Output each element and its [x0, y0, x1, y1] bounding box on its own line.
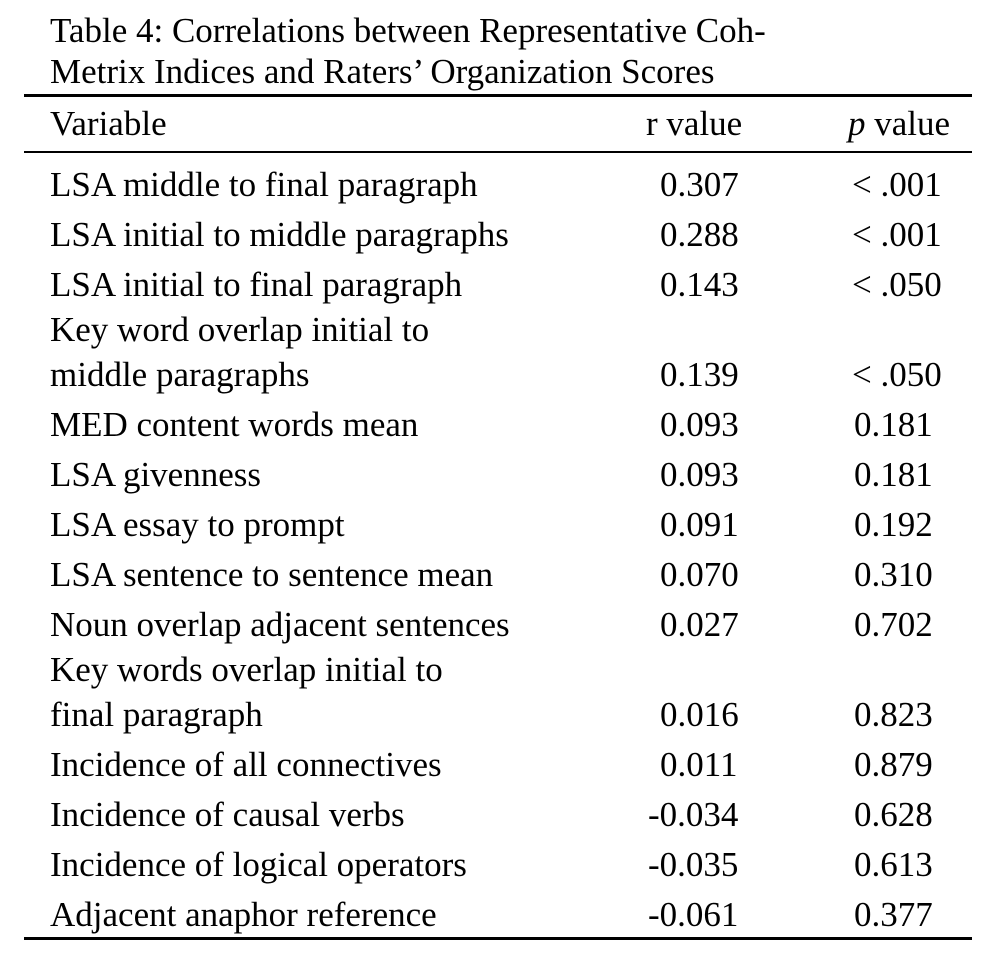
- table-row: [24, 447, 972, 497]
- cell-p-value: < .050: [852, 355, 942, 394]
- table-row: [24, 497, 972, 547]
- header-p-value: [814, 96, 972, 153]
- cell-variable: [24, 207, 602, 257]
- table-row: [24, 787, 972, 837]
- caption-line-1: Table 4: Correlations between Representative Coh-: [50, 11, 766, 50]
- header-variable: Variable: [50, 104, 167, 143]
- variable-line: final paragraph: [50, 695, 263, 734]
- cell-variable: [24, 887, 602, 939]
- cell-p-value: 0.310: [854, 555, 933, 594]
- cell-p-value: 0.192: [854, 505, 933, 544]
- cell-p-value: < .001: [852, 165, 942, 204]
- header-p-rest: value: [865, 104, 951, 143]
- cell-variable: [24, 497, 602, 547]
- cell-variable: [24, 547, 602, 597]
- table-row: [24, 152, 972, 207]
- variable-line: LSA initial to middle paragraphs: [50, 215, 509, 254]
- table-row: [24, 307, 972, 397]
- cell-variable: [24, 837, 602, 887]
- cell-r-value: 0.093: [660, 405, 739, 444]
- table-caption: [24, 10, 972, 94]
- table-row: [24, 597, 972, 647]
- correlation-table: [24, 94, 972, 940]
- variable-line: Incidence of all connectives: [50, 745, 442, 784]
- header-r-value: r value: [646, 104, 743, 143]
- cell-r-value: 0.027: [660, 605, 739, 644]
- table-body: [24, 152, 972, 939]
- cell-r-value: -0.035: [648, 845, 739, 884]
- variable-line: LSA sentence to sentence mean: [50, 555, 494, 594]
- cell-p-value: < .050: [852, 265, 942, 304]
- cell-variable: [24, 307, 602, 397]
- variable-line: middle paragraphs: [50, 355, 310, 394]
- cell-r-value: -0.034: [648, 795, 739, 834]
- cell-p-value: 0.628: [854, 795, 933, 834]
- variable-line: Key word overlap initial to: [50, 310, 430, 349]
- variable-line: LSA givenness: [50, 455, 261, 494]
- cell-r-value: 0.011: [660, 745, 738, 784]
- cell-r-value: 0.091: [660, 505, 739, 544]
- cell-variable: [24, 647, 602, 737]
- variable-line: LSA initial to final paragraph: [50, 265, 463, 304]
- cell-variable: [24, 787, 602, 837]
- cell-r-value: 0.307: [660, 165, 739, 204]
- table-row: [24, 737, 972, 787]
- cell-p-value: 0.377: [854, 895, 933, 934]
- table-row: [24, 887, 972, 939]
- cell-r-value: 0.016: [660, 695, 739, 734]
- header-row: [24, 96, 972, 153]
- cell-p-value: 0.823: [854, 695, 933, 734]
- cell-variable: [24, 597, 602, 647]
- variable-line: LSA middle to final paragraph: [50, 165, 478, 204]
- table-row: [24, 837, 972, 887]
- cell-p-value: 0.181: [854, 405, 933, 444]
- table-container: [24, 10, 972, 940]
- variable-line: Incidence of causal verbs: [50, 795, 405, 834]
- cell-r-value: 0.093: [660, 455, 739, 494]
- variable-line: Key words overlap initial to: [50, 650, 443, 689]
- variable-line: Adjacent anaphor reference: [50, 895, 437, 934]
- cell-p-value: < .001: [852, 215, 942, 254]
- header-p-italic: p: [848, 104, 866, 143]
- cell-variable: [24, 397, 602, 447]
- cell-variable: [24, 257, 602, 307]
- variable-line: LSA essay to prompt: [50, 505, 345, 544]
- cell-r-value: -0.061: [648, 895, 739, 934]
- cell-p-value: 0.879: [854, 745, 933, 784]
- cell-r-value: 0.288: [660, 215, 739, 254]
- table-row: [24, 257, 972, 307]
- cell-r-value: 0.139: [660, 355, 739, 394]
- table-row: [24, 397, 972, 447]
- cell-variable: [24, 447, 602, 497]
- table-row: [24, 547, 972, 597]
- variable-line: MED content words mean: [50, 405, 419, 444]
- cell-variable: [24, 152, 602, 207]
- cell-variable: [24, 737, 602, 787]
- cell-p-value: 0.613: [854, 845, 933, 884]
- table-row: [24, 207, 972, 257]
- variable-line: Incidence of logical operators: [50, 845, 467, 884]
- variable-line: Noun overlap adjacent sentences: [50, 605, 510, 644]
- table-row: [24, 647, 972, 737]
- cell-p-value: 0.181: [854, 455, 933, 494]
- cell-p-value: 0.702: [854, 605, 933, 644]
- caption-line-2: Metrix Indices and Raters’ Organization Scores: [50, 52, 715, 91]
- cell-r-value: 0.143: [660, 265, 739, 304]
- cell-r-value: 0.070: [660, 555, 739, 594]
